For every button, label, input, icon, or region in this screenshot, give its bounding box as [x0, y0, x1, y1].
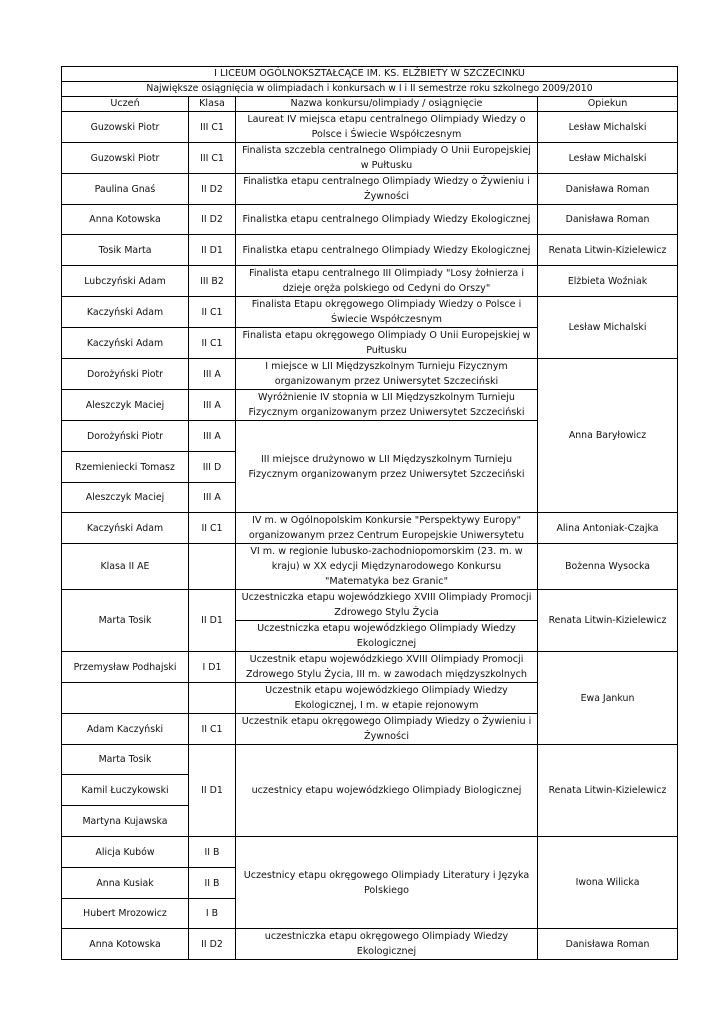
student-name: Rzemieniecki Tomasz: [62, 452, 189, 483]
report-subtitle: Największe osiągnięcia w olimpiadach i konkursach w I i II semestrze roku szkolnego 2009/2010: [62, 82, 678, 97]
achievement: Finalista szczebla centralnego Olimpiady O Unii Europejskiej w Pułtusku: [236, 143, 538, 174]
achievement: Wyróżnienie IV stopnia w LII Międzyszkolnym Turnieju Fizycznym organizowanym przez Uniwersytet Szczeciński: [236, 390, 538, 421]
tutor: Alina Antoniak-Czajka: [538, 513, 678, 544]
student-name: [62, 683, 189, 714]
tutor: Danisława Roman: [538, 205, 678, 235]
student-class: [189, 683, 236, 714]
student-class: III C1: [189, 112, 236, 143]
student-name: Dorożyński Piotr: [62, 421, 189, 452]
tutor: Danisława Roman: [538, 929, 678, 960]
student-class: II B: [189, 868, 236, 899]
student-class: III C1: [189, 143, 236, 174]
achievement: Finalista etapu centralnego III Olimpiady "Losy żołnierza i dzieje oręża polskiego od Cedyni do Orszy": [236, 266, 538, 297]
table-row: [62, 837, 678, 868]
student-class: II C1: [189, 714, 236, 745]
student-name: Marta Tosik: [62, 590, 189, 652]
table-row: [62, 745, 678, 775]
column-header-row: [62, 97, 678, 112]
column-header-class: Klasa: [189, 97, 236, 112]
student-name: Anna Kusiak: [62, 868, 189, 899]
achievement: I miejsce w LII Międzyszkolnym Turnieju Fizycznym organizowanym przez Uniwersytet Szczeciński: [236, 359, 538, 390]
student-class: I D1: [189, 652, 236, 683]
student-name: Anna Kotowska: [62, 205, 189, 235]
achievement: Finalistka etapu centralnego Olimpiady Wiedzy Ekologicznej: [236, 235, 538, 266]
tutor: Bożenna Wysocka: [538, 544, 678, 590]
table-row: [62, 544, 678, 590]
achievement: IV m. w Ogólnopolskim Konkursie "Perspektywy Europy" organizowanym przez Centrum Europejskie Uniwersytetu: [236, 513, 538, 544]
tutor: Ewa Jankun: [538, 652, 678, 745]
student-name: Martyna Kujawska: [62, 806, 189, 837]
achievement: Finalista etapu okręgowego Olimpiady O Unii Europejskiej w Pułtusku: [236, 328, 538, 359]
table-row: [62, 929, 678, 960]
tutor: Danisława Roman: [538, 174, 678, 205]
student-name: Guzowski Piotr: [62, 143, 189, 174]
achievement: Uczestniczka etapu wojewódzkiego Olimpiady Wiedzy Ekologicznej: [236, 621, 538, 652]
student-class: II D1: [189, 745, 236, 837]
achievement: Finalistka etapu centralnego Olimpiady Wiedzy o Żywieniu i Żywności: [236, 174, 538, 205]
tutor: Lesław Michalski: [538, 297, 678, 359]
column-header-contest: Nazwa konkursu/olimpiady / osiągnięcie: [236, 97, 538, 112]
student-name: Kaczyński Adam: [62, 297, 189, 328]
achievement: Finalista Etapu okręgowego Olimpiady Wiedzy o Polsce i Świecie Współczesnym: [236, 297, 538, 328]
table-row: [62, 235, 678, 266]
student-name: Guzowski Piotr: [62, 112, 189, 143]
table-row: [62, 266, 678, 297]
student-name: Hubert Mrozowicz: [62, 899, 189, 929]
achievement: Uczestnik etapu wojewódzkiego Olimpiady Wiedzy Ekologicznej, I m. w etapie rejonowym: [236, 683, 538, 714]
student-class: III D: [189, 452, 236, 483]
table-row: [62, 297, 678, 328]
achievement: uczestnicy etapu wojewódzkiego Olimpiady Biologicznej: [236, 745, 538, 837]
achievement: Uczestnicy etapu okręgowego Olimpiady Literatury i Języka Polskiego: [236, 837, 538, 929]
achievements-table: [61, 66, 678, 960]
achievement: Laureat IV miejsca etapu centralnego Olimpiady Wiedzy o Polsce i Świecie Współczesnym: [236, 112, 538, 143]
student-name: Paulina Gnaś: [62, 174, 189, 205]
student-name: Tosik Marta: [62, 235, 189, 266]
school-title: I LICEUM OGÓLNOKSZTAŁCĄCE IM. KS. ELŻBIETY W SZCZECINKU: [62, 67, 678, 82]
student-class: III B2: [189, 266, 236, 297]
table-row: [62, 174, 678, 205]
tutor: Renata Litwin-Kizielewicz: [538, 745, 678, 837]
achievement: Finalistka etapu centralnego Olimpiady Wiedzy Ekologicznej: [236, 205, 538, 235]
tutor: Renata Litwin-Kizielewicz: [538, 235, 678, 266]
student-class: II C1: [189, 297, 236, 328]
tutor: Elżbieta Woźniak: [538, 266, 678, 297]
student-name: Przemysław Podhajski: [62, 652, 189, 683]
table-row: [62, 359, 678, 390]
table-row: [62, 205, 678, 235]
tutor: Renata Litwin-Kizielewicz: [538, 590, 678, 652]
student-name: Aleszczyk Maciej: [62, 390, 189, 421]
student-name: Kamil Łuczykowski: [62, 775, 189, 806]
student-class: I B: [189, 899, 236, 929]
student-class: III A: [189, 359, 236, 390]
student-class: II D2: [189, 174, 236, 205]
table-row: [62, 143, 678, 174]
student-class: III A: [189, 421, 236, 452]
student-name: Dorożyński Piotr: [62, 359, 189, 390]
student-class: II C1: [189, 513, 236, 544]
student-name: Anna Kotowska: [62, 929, 189, 960]
student-class: III A: [189, 483, 236, 513]
student-name: Aleszczyk Maciej: [62, 483, 189, 513]
student-class: III A: [189, 390, 236, 421]
achievement: Uczestnik etapu okręgowego Olimpiady Wiedzy o Żywieniu i Żywności: [236, 714, 538, 745]
student-class: II C1: [189, 328, 236, 359]
achievement: Uczestnik etapu wojewódzkiego XVIII Olimpiady Promocji Zdrowego Stylu Życia, III m. w zawodach międzyszkolnych: [236, 652, 538, 683]
column-header-tutor: Opiekun: [538, 97, 678, 112]
tutor: Lesław Michalski: [538, 112, 678, 143]
student-class: II B: [189, 837, 236, 868]
tutor: Lesław Michalski: [538, 143, 678, 174]
achievement: uczestniczka etapu okręgowego Olimpiady Wiedzy Ekologicznej: [236, 929, 538, 960]
student-class: [189, 544, 236, 590]
table-row: [62, 112, 678, 143]
student-name: Marta Tosik: [62, 745, 189, 775]
student-name: Kaczyński Adam: [62, 328, 189, 359]
table-row: [62, 590, 678, 621]
tutor: Anna Baryłowicz: [538, 359, 678, 513]
student-class: II D1: [189, 235, 236, 266]
column-header-student: Uczeń: [62, 97, 189, 112]
student-name: Lubczyński Adam: [62, 266, 189, 297]
student-name: Adam Kaczyński: [62, 714, 189, 745]
table-row: [62, 652, 678, 683]
achievement: VI m. w regionie lubusko-zachodniopomorskim (23. m. w kraju) w XX edycji Międzynarodowego Konkursu "Matematyka bez Granic": [236, 544, 538, 590]
student-class: II D1: [189, 590, 236, 652]
student-class: II D2: [189, 205, 236, 235]
student-name: Klasa II AE: [62, 544, 189, 590]
student-name: Kaczyński Adam: [62, 513, 189, 544]
achievement: III miejsce drużynowo w LII Międzyszkolnym Turnieju Fizycznym organizowanym przez Uniwersytet Szczeciński: [236, 421, 538, 513]
achievement: Uczestniczka etapu wojewódzkiego XVIII Olimpiady Promocji Zdrowego Stylu Życia: [236, 590, 538, 621]
tutor: Iwona Wilicka: [538, 837, 678, 929]
student-class: II D2: [189, 929, 236, 960]
student-name: Alicja Kubów: [62, 837, 189, 868]
table-row: [62, 513, 678, 544]
